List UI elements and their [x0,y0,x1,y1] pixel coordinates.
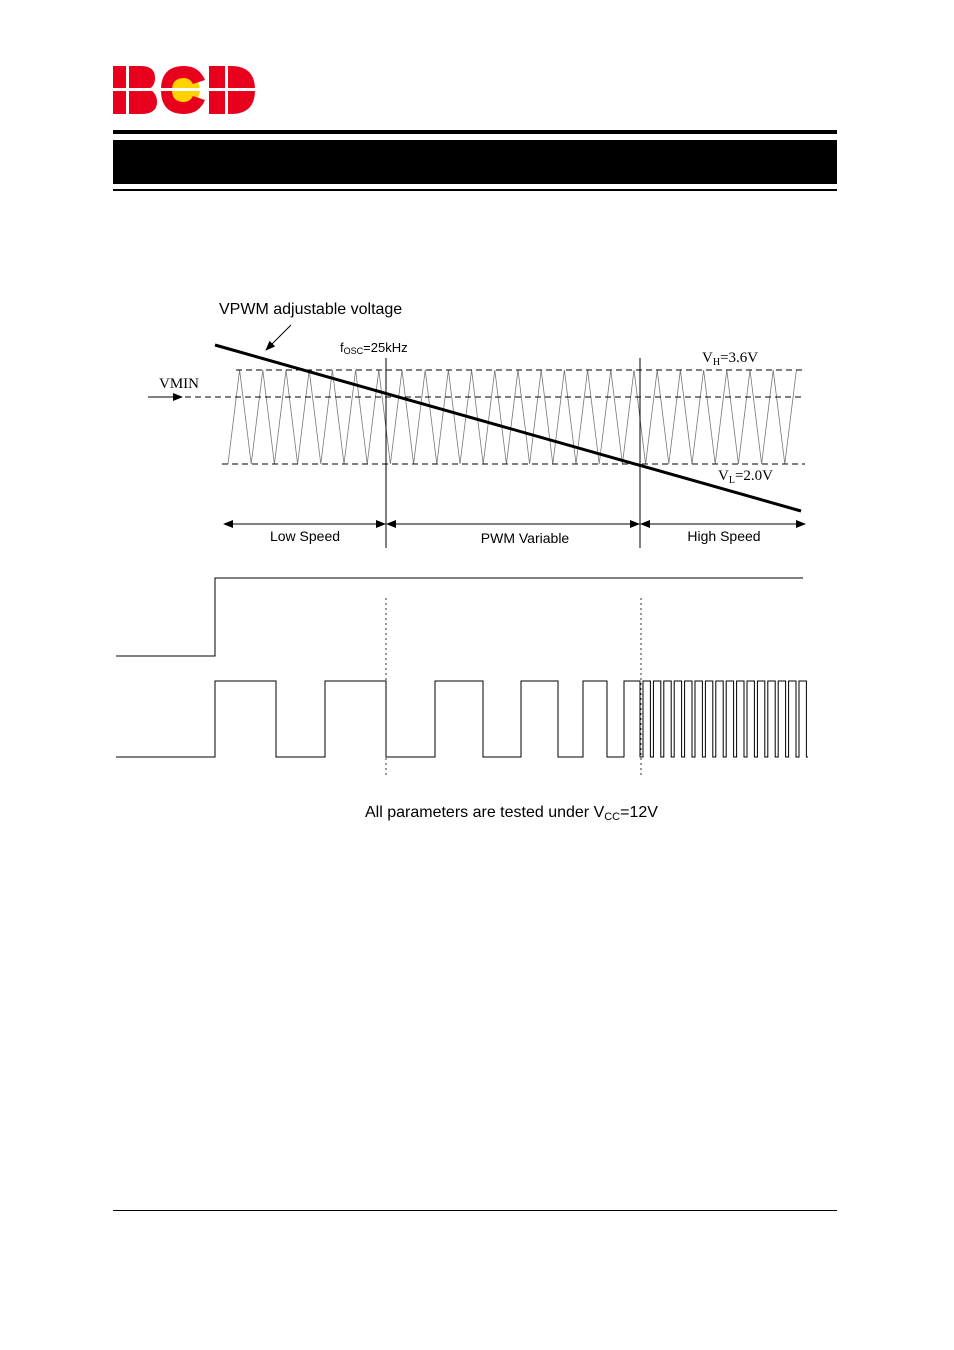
pwm-variable-label: PWM Variable [480,530,570,546]
vl-label: $V_L=2.0V$ [718,468,773,486]
pwm-output-waveform [116,681,808,757]
high-speed-label: High Speed [687,528,761,544]
vmin-label: VMIN [159,376,199,392]
vh-label: $V_H=3.6V$ [702,350,759,368]
vpwm-label: VPWM adjustable voltage [219,301,403,318]
vpwm-pointer-arrow [266,325,291,350]
fosc-label: fOSC=25kHz [340,340,408,356]
enable-step-waveform [116,578,803,656]
footer-rule [113,1210,837,1211]
low-speed-label: Low Speed [269,528,341,544]
oscillator-triangle-wave [228,370,796,464]
test-condition-caption: All parameters are tested under VCC=12V [365,804,658,823]
